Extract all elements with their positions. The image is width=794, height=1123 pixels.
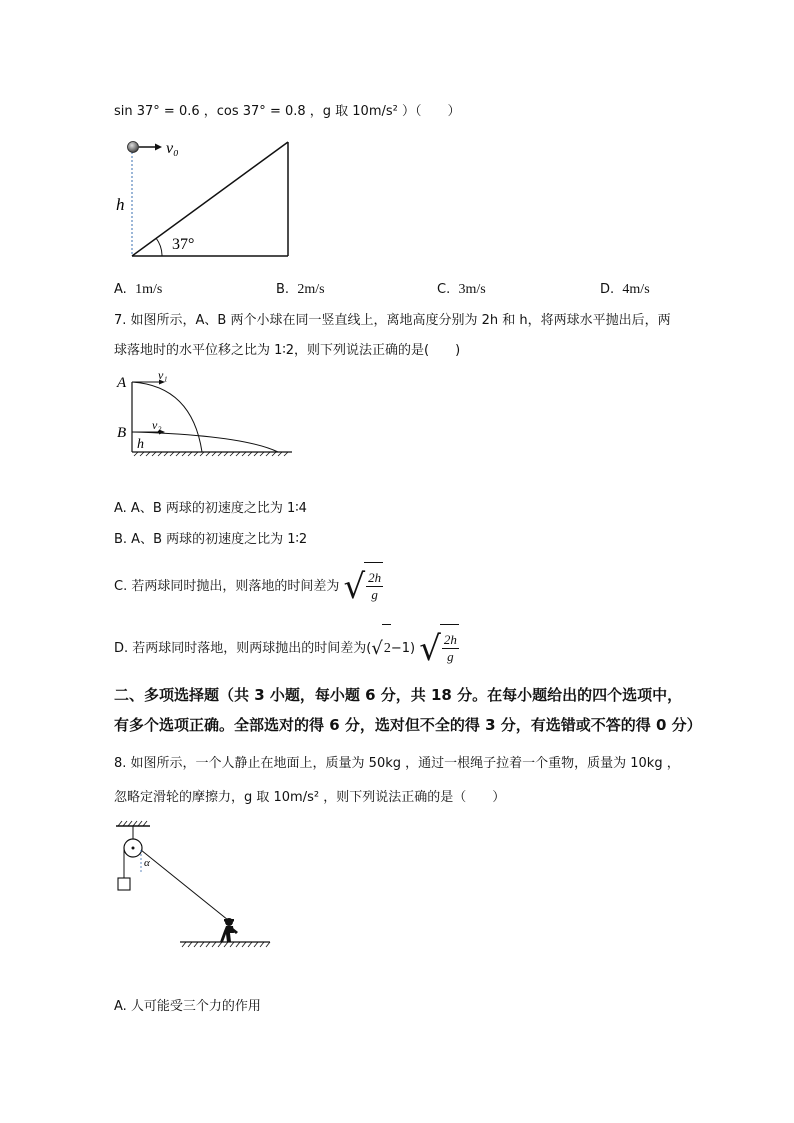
q6-given-text: sin 37° = 0.6 ，cos 37° = 0.8 ，g 取 10m/s² ）（ ） [114,104,461,119]
q6-option-d [600,281,650,299]
q8-ceiling-hatch [118,821,147,826]
q7-label-h: h [137,437,144,452]
q6-option-b-letter: B. [276,282,290,297]
q6-option-a-letter: A. [114,282,127,297]
q6-angle-label: 37° [172,236,195,253]
q8-pulley-figure [110,818,280,954]
q8-weight-box [118,878,130,890]
q7-label-v1: v₁ [158,368,168,382]
q7-option-c [114,562,383,611]
section2-heading-line2: 有多个选项正确。全部选对的得 6 分，选对但不全的得 3 分，有选错或不答的得 0 分） [114,716,702,734]
q7-option-d-numerator: 2h [443,632,457,647]
q8-option-a: A. 人可能受三个力的作用 [114,999,261,1014]
q6-option-a [114,281,162,299]
q7-option-c-text: C. 若两球同时抛出，则落地的时间差为 [114,579,340,594]
q6-arrowhead [155,144,162,151]
q6-option-c-letter: C. [437,282,451,297]
q6-option-d-letter: D. [600,282,615,297]
q7-option-d-radical: √ [419,628,441,669]
q6-option-a-text: 1m/s [135,282,163,297]
q7-option-c-denominator: g [371,587,378,602]
q7-stem-line1: 7. 如图所示，A、B 两个小球在同一竖直线上，离地高度分别为 2h 和 h，将两球水平抛出后，两 [114,313,671,328]
q8-person-figure [220,918,238,942]
q7-label-a: A [117,375,127,391]
q6-ball [128,142,139,153]
q6-v0-label: v₀ [166,140,179,157]
q7-option-d-sqrt2: √ 2 [371,624,390,673]
q6-option-b [276,281,325,299]
q6-angle-arc [156,238,162,256]
q6-option-b-text: 2m/s [297,282,325,297]
q7-option-d-text: D. 若两球同时落地，则两球抛出的时间差为( [114,641,372,656]
q6-option-d-text: 4m/s [622,282,650,297]
q7-stem-line2: 球落地时的水平位移之比为 1∶2，则下列说法正确的是( ) [114,343,461,358]
q8-stem-line2: 忽略定滑轮的摩擦力，g 取 10m/s² ，则下列说法正确的是（ ） [114,790,506,805]
q7-option-c-fraction [366,570,383,603]
q7-trajectory-b [132,432,278,452]
q6-h-label: h [116,195,125,214]
q7-ground-hatch [134,452,288,456]
q7-option-c-sqrt [343,562,383,611]
q8-ground-hatch [182,942,270,947]
q8-alpha-label: α [144,857,150,869]
q7-label-b: B [117,425,127,441]
section2-heading-line1: 二、多项选择题（共 3 小题，每小题 6 分，共 18 分。在每小题给出的四个选项中， [114,686,683,704]
q7-projectile-figure [110,364,300,466]
q7-option-c-radical: √ [343,566,366,607]
q6-option-c [437,281,486,299]
q6-incline-line [132,142,288,256]
q7-option-a: A. A、B 两球的初速度之比为 1∶4 [114,501,307,516]
q8-stem-line1: 8. 如图所示，一个人静止在地面上，质量为 50kg ，通过一根绳子拉着一个重物，质量为 10kg ， [114,756,680,771]
q6-option-c-text: 3m/s [458,282,486,297]
q8-pulley-axle [132,847,135,850]
q7-option-c-numerator: 2h [368,570,382,585]
q7-option-d-mid: −1) [390,641,416,656]
q7-option-d [114,624,459,673]
q7-option-b: B. A、B 两球的初速度之比为 1∶2 [114,532,308,547]
q7-option-d-sqrt2-value: 2 [382,624,391,673]
q7-label-v2: v₂ [152,418,162,432]
q8-rope-to-person [141,850,228,920]
q6-incline-figure [110,132,310,264]
q7-option-d-sqrt [419,624,459,673]
q7-option-d-fraction [442,632,459,665]
q7-option-d-denominator: g [447,649,454,664]
